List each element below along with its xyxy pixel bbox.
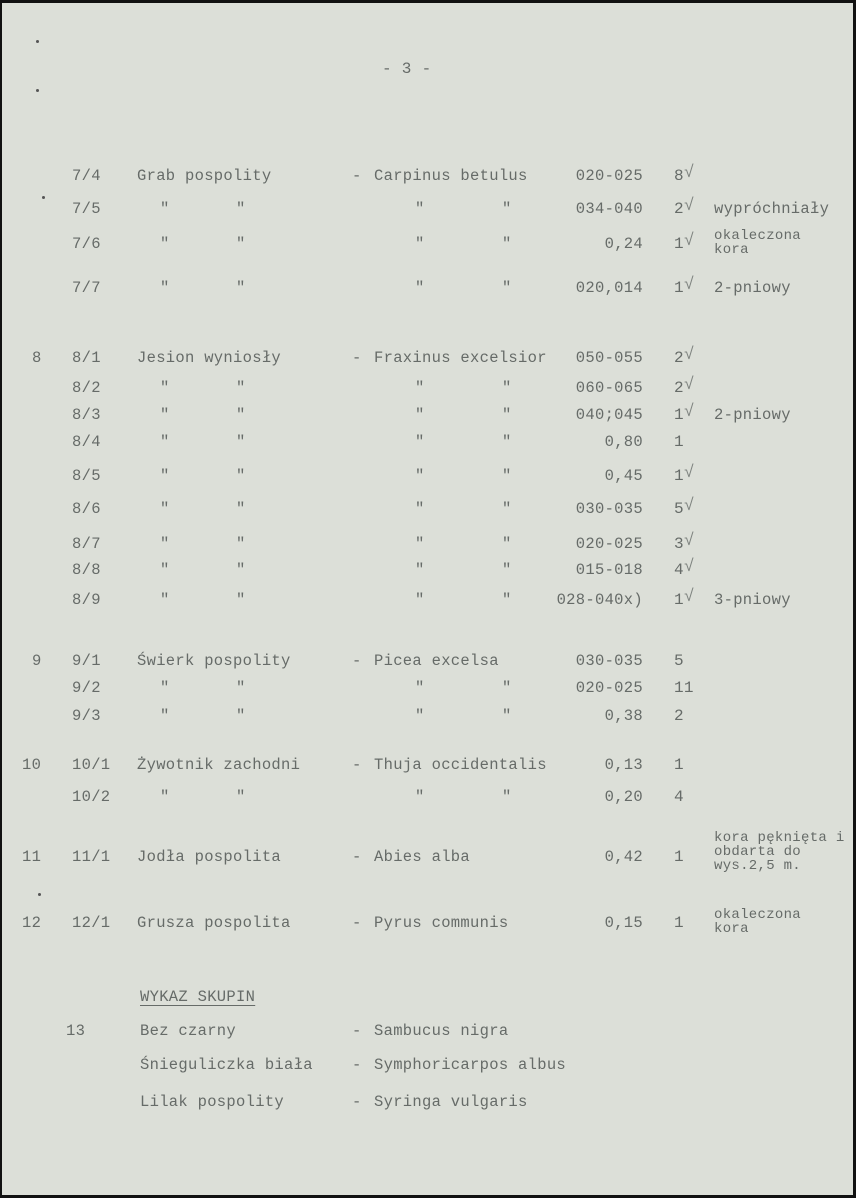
tree-id: 8/5	[72, 467, 101, 485]
remark: 2-pniowy	[714, 279, 791, 297]
polish-name: "	[160, 707, 170, 725]
polish-name: Jesion wyniosły	[137, 349, 282, 367]
polish-name-ditto: "	[236, 406, 246, 424]
polish-name-ditto: "	[236, 535, 246, 553]
latin-name-ditto: "	[502, 591, 512, 609]
polish-name-ditto: "	[236, 707, 246, 725]
trunk-size: 028-040x)	[556, 591, 643, 609]
section-group-number: 13	[66, 1022, 86, 1040]
trunk-size: 0,42	[604, 848, 643, 866]
tree-id: 10/1	[72, 756, 111, 774]
tree-id: 7/7	[72, 279, 101, 297]
polish-name: "	[160, 788, 170, 806]
remark: 3-pniowy	[714, 591, 791, 609]
tree-id: 8/6	[72, 500, 101, 518]
latin-name: Thuja occidentalis	[374, 756, 547, 774]
remark: wypróchniały	[714, 200, 830, 218]
tree-count: 1	[674, 591, 684, 609]
tree-count: 5	[674, 652, 684, 670]
tree-count: 2	[674, 379, 684, 397]
latin-name-ditto: "	[502, 406, 512, 424]
trunk-size: 030-035	[575, 500, 643, 518]
latin-name: "	[415, 500, 425, 518]
tree-id: 8/4	[72, 433, 101, 451]
tree-count: 1	[674, 279, 684, 297]
trunk-size: 020-025	[575, 679, 643, 697]
latin-name: "	[415, 467, 425, 485]
check-mark: √	[684, 376, 695, 395]
check-mark: √	[684, 197, 695, 216]
check-mark: √	[684, 276, 695, 295]
tree-id: 8/3	[72, 406, 101, 424]
remark: okaleczona kora	[714, 228, 802, 258]
trunk-size: 0,38	[604, 707, 643, 725]
trunk-size: 015-018	[575, 561, 643, 579]
tree-count: 4	[674, 788, 684, 806]
check-mark: √	[684, 588, 695, 607]
latin-name-ditto: "	[502, 433, 512, 451]
latin-name-ditto: "	[502, 200, 512, 218]
dash-separator: -	[352, 848, 362, 866]
latin-name-ditto: "	[502, 707, 512, 725]
polish-name-ditto: "	[236, 200, 246, 218]
trunk-size: 020-025	[575, 167, 643, 185]
tree-count: 1	[674, 848, 684, 866]
tree-id: 9/3	[72, 707, 101, 725]
polish-name: Grab pospolity	[137, 167, 272, 185]
tree-id: 7/5	[72, 200, 101, 218]
tree-count: 11	[674, 679, 694, 697]
tree-count: 1	[674, 914, 684, 932]
dash-separator: -	[352, 1022, 362, 1040]
polish-name-ditto: "	[236, 235, 246, 253]
tree-id: 9/1	[72, 652, 101, 670]
check-mark: √	[684, 403, 695, 422]
trunk-size: 034-040	[575, 200, 643, 218]
tree-id: 10/2	[72, 788, 111, 806]
trunk-size: 020-025	[575, 535, 643, 553]
latin-name: "	[415, 279, 425, 297]
polish-name-ditto: "	[236, 500, 246, 518]
latin-name-ditto: "	[502, 235, 512, 253]
tree-count: 5	[674, 500, 684, 518]
polish-name: Żywotnik zachodni	[137, 756, 301, 774]
dash-separator: -	[352, 1093, 362, 1111]
check-mark: √	[684, 232, 695, 251]
check-mark: √	[684, 497, 695, 516]
latin-name-ditto: "	[502, 561, 512, 579]
latin-name: "	[415, 561, 425, 579]
latin-name: "	[415, 235, 425, 253]
check-mark: √	[684, 164, 695, 183]
group-number: 10	[22, 756, 42, 774]
latin-name: "	[415, 788, 425, 806]
polish-name: Jodła pospolita	[137, 848, 282, 866]
tree-id: 7/6	[72, 235, 101, 253]
latin-name-ditto: "	[502, 379, 512, 397]
tree-count: 1	[674, 467, 684, 485]
polish-name: Lilak pospolity	[140, 1093, 285, 1111]
dash-separator: -	[352, 1056, 362, 1074]
dash-separator: -	[352, 652, 362, 670]
polish-name: "	[160, 379, 170, 397]
latin-name-ditto: "	[502, 467, 512, 485]
dash-separator: -	[352, 167, 362, 185]
polish-name: Świerk pospolity	[137, 652, 291, 670]
latin-name: "	[415, 379, 425, 397]
margin-dot	[42, 196, 45, 199]
trunk-size: 0,80	[604, 433, 643, 451]
trunk-size: 0,15	[604, 914, 643, 932]
latin-name: "	[415, 707, 425, 725]
latin-name-ditto: "	[502, 788, 512, 806]
tree-id: 8/1	[72, 349, 101, 367]
remark: okaleczona kora	[714, 907, 802, 937]
tree-count: 2	[674, 200, 684, 218]
latin-name: "	[415, 679, 425, 697]
margin-dot	[36, 89, 39, 92]
polish-name: "	[160, 535, 170, 553]
polish-name: "	[160, 500, 170, 518]
polish-name: "	[160, 235, 170, 253]
tree-id: 8/2	[72, 379, 101, 397]
latin-name-ditto: "	[502, 535, 512, 553]
polish-name-ditto: "	[236, 591, 246, 609]
tree-id: 8/9	[72, 591, 101, 609]
polish-name: "	[160, 200, 170, 218]
polish-name: "	[160, 561, 170, 579]
margin-dot	[38, 893, 41, 896]
polish-name: "	[160, 679, 170, 697]
dash-separator: -	[352, 756, 362, 774]
trunk-size: 020,014	[575, 279, 643, 297]
latin-name-ditto: "	[502, 679, 512, 697]
polish-name: Śnieguliczka biała	[140, 1056, 313, 1074]
latin-name-ditto: "	[502, 279, 512, 297]
tree-id: 11/1	[72, 848, 111, 866]
latin-name: Symphoricarpos albus	[374, 1056, 567, 1074]
margin-dot	[36, 40, 39, 43]
polish-name: "	[160, 433, 170, 451]
latin-name: "	[415, 535, 425, 553]
latin-name: Pyrus communis	[374, 914, 509, 932]
remark: kora pęknięta i obdarta do wys.2,5 m.	[714, 830, 845, 874]
check-mark: √	[684, 532, 695, 551]
polish-name-ditto: "	[236, 679, 246, 697]
tree-id: 8/8	[72, 561, 101, 579]
trunk-size: 060-065	[575, 379, 643, 397]
polish-name-ditto: "	[236, 279, 246, 297]
latin-name: "	[415, 433, 425, 451]
trunk-size: 0,20	[604, 788, 643, 806]
trunk-size: 030-035	[575, 652, 643, 670]
polish-name-ditto: "	[236, 561, 246, 579]
tree-id: 7/4	[72, 167, 101, 185]
tree-count: 1	[674, 406, 684, 424]
trunk-size: 0,24	[604, 235, 643, 253]
remark: 2-pniowy	[714, 406, 791, 424]
page-number: - 3 -	[382, 60, 432, 78]
polish-name-ditto: "	[236, 467, 246, 485]
latin-name: Sambucus nigra	[374, 1022, 509, 1040]
polish-name-ditto: "	[236, 379, 246, 397]
polish-name: "	[160, 467, 170, 485]
polish-name: "	[160, 406, 170, 424]
latin-name: "	[415, 406, 425, 424]
group-number: 12	[22, 914, 42, 932]
latin-name: Syringa vulgaris	[374, 1093, 528, 1111]
latin-name: Carpinus betulus	[374, 167, 528, 185]
check-mark: √	[684, 346, 695, 365]
tree-id: 9/2	[72, 679, 101, 697]
check-mark: √	[684, 558, 695, 577]
trunk-size: 0,45	[604, 467, 643, 485]
latin-name-ditto: "	[502, 500, 512, 518]
polish-name-ditto: "	[236, 788, 246, 806]
latin-name: "	[415, 591, 425, 609]
tree-id: 8/7	[72, 535, 101, 553]
dash-separator: -	[352, 914, 362, 932]
tree-count: 1	[674, 235, 684, 253]
latin-name: "	[415, 200, 425, 218]
tree-count: 3	[674, 535, 684, 553]
trunk-size: 040;045	[575, 406, 643, 424]
section-heading: WYKAZ SKUPIN	[140, 988, 256, 1006]
document-page	[2, 3, 853, 1195]
trunk-size: 050-055	[575, 349, 643, 367]
tree-count: 1	[674, 433, 684, 451]
tree-count: 4	[674, 561, 684, 579]
dash-separator: -	[352, 349, 362, 367]
polish-name: Grusza pospolita	[137, 914, 291, 932]
polish-name-ditto: "	[236, 433, 246, 451]
tree-count: 2	[674, 707, 684, 725]
tree-count: 8	[674, 167, 684, 185]
tree-id: 12/1	[72, 914, 111, 932]
latin-name: Abies alba	[374, 848, 471, 866]
polish-name: "	[160, 279, 170, 297]
trunk-size: 0,13	[604, 756, 643, 774]
group-number: 8	[32, 349, 42, 367]
group-number: 11	[22, 848, 42, 866]
polish-name: Bez czarny	[140, 1022, 237, 1040]
polish-name: "	[160, 591, 170, 609]
check-mark: √	[684, 464, 695, 483]
latin-name: Picea excelsa	[374, 652, 499, 670]
group-number: 9	[32, 652, 42, 670]
tree-count: 1	[674, 756, 684, 774]
latin-name: Fraxinus excelsior	[374, 349, 547, 367]
tree-count: 2	[674, 349, 684, 367]
